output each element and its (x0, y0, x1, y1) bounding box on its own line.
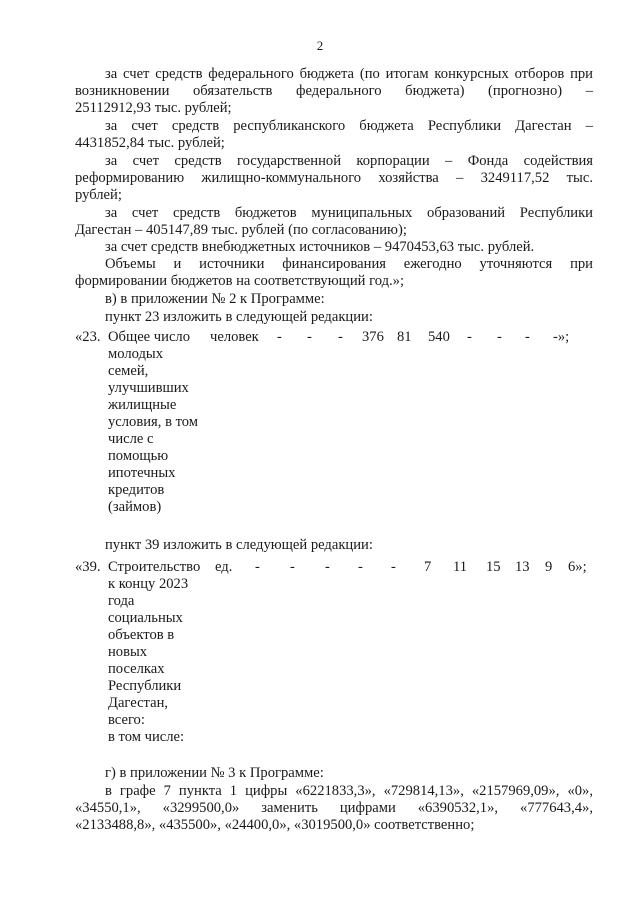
row23-name-line: кредитов (108, 482, 165, 498)
row23-cell: 540 (428, 329, 450, 345)
row23-name-line: условия, в том (108, 414, 199, 430)
row39-unit: ед. (215, 559, 233, 575)
paragraph-line: Дагестан – 405147,89 тыс. рублей (по согласованию); (75, 222, 407, 238)
row39-cell: - (290, 559, 295, 575)
row39-cell: 15 (486, 559, 501, 575)
row39-name-line: поселках (108, 661, 165, 677)
row23-cell: - (277, 329, 282, 345)
row23-name-line: числе с (108, 431, 154, 447)
row23-cell: - (467, 329, 472, 345)
paragraph-line: за счет средств федерального бюджета (по итогам конкурсных отборов при (105, 66, 593, 82)
row23-name-line: ипотечных (108, 465, 176, 481)
row39-cell: 9 (545, 559, 553, 575)
paragraph-line: в графе 7 пункта 1 цифры «6221833,3», «729814,13», «2157969,09», «0», (105, 783, 593, 799)
row23-cell: 376 (362, 329, 384, 345)
paragraph-line: «34550,1», «3299500,0» заменить цифрами «6390532,1», «777643,4», (75, 800, 593, 816)
paragraph-line: формировании бюджетов на соответствующий год.»; (75, 273, 405, 289)
paragraph-line: «2133488,8», «435500», «24400,0», «3019500,0» соответственно; (75, 817, 475, 833)
row39-cell: 11 (453, 559, 468, 575)
row39-cell: 6»; (568, 559, 587, 575)
row39-cell: - (255, 559, 260, 575)
row23-name-line: семей, (108, 363, 149, 379)
row39-name-line: новых (108, 644, 148, 660)
paragraph-line: за счет средств государственной корпорации – Фонда содействия (105, 153, 593, 169)
row39-name-line: Строительство (108, 559, 201, 575)
row39-name-line: в том числе: (108, 729, 185, 745)
paragraph-line: реформированию жилищно-коммунального хозяйства – 3249117,52 тыс. (75, 170, 593, 186)
row23-cell: 81 (397, 329, 412, 345)
row23-name-line: молодых (108, 346, 164, 362)
row23-name-line: жилищные (108, 397, 177, 413)
row23-unit: человек (210, 329, 259, 345)
row23-cell: - (338, 329, 343, 345)
paragraph-line: за счет средств республиканского бюджета Республики Дагестан – (105, 118, 593, 134)
row23-cell: - (307, 329, 312, 345)
row39-cell: - (325, 559, 330, 575)
row23-name-line: помощью (108, 448, 169, 464)
row23-number: «23. (75, 329, 101, 345)
row39-cell: 7 (424, 559, 432, 575)
paragraph-line: за счет средств внебюджетных источников – 9470453,63 тыс. рублей. (105, 239, 535, 255)
row23-cell: - (525, 329, 530, 345)
row39-cell: - (391, 559, 396, 575)
paragraph-line: в) в приложении № 2 к Программе: (105, 291, 325, 307)
row39-name-line: года (108, 593, 135, 609)
paragraph-line: пункт 23 изложить в следующей редакции: (105, 309, 373, 325)
page-number: 2 (316, 38, 324, 53)
row39-name-line: к концу 2023 (108, 576, 189, 592)
row39-cell: - (358, 559, 363, 575)
row23-name-line: Общее число (108, 329, 191, 345)
row39-name-line: социальных (108, 610, 183, 626)
paragraph-line: г) в приложении № 3 к Программе: (105, 765, 324, 781)
row39-number: «39. (75, 559, 101, 575)
paragraph-line: Объемы и источники финансирования ежегодно уточняются при (105, 256, 593, 272)
row39-name-line: Республики (108, 678, 182, 694)
row39-name-line: объектов в (108, 627, 175, 643)
paragraph-line: 25112912,93 тыс. рублей; (75, 100, 232, 116)
row23-name-line: улучшивших (108, 380, 189, 396)
paragraph-line: пункт 39 изложить в следующей редакции: (105, 537, 373, 553)
row39-name-line: всего: (108, 712, 145, 728)
paragraph-line: за счет средств бюджетов муниципальных образований Республики (105, 205, 593, 221)
paragraph-line: 4431852,84 тыс. рублей; (75, 135, 225, 151)
paragraph-line: возникновении обязательств федерального бюджета) (прогнозно) – (75, 83, 593, 99)
row39-name-line: Дагестан, (108, 695, 169, 711)
paragraph-line: рублей; (75, 187, 122, 203)
row39-cell: 13 (515, 559, 530, 575)
row23-cell: - (497, 329, 502, 345)
row23-cell: -»; (553, 329, 570, 345)
row23-name-line: (займов) (108, 499, 162, 515)
